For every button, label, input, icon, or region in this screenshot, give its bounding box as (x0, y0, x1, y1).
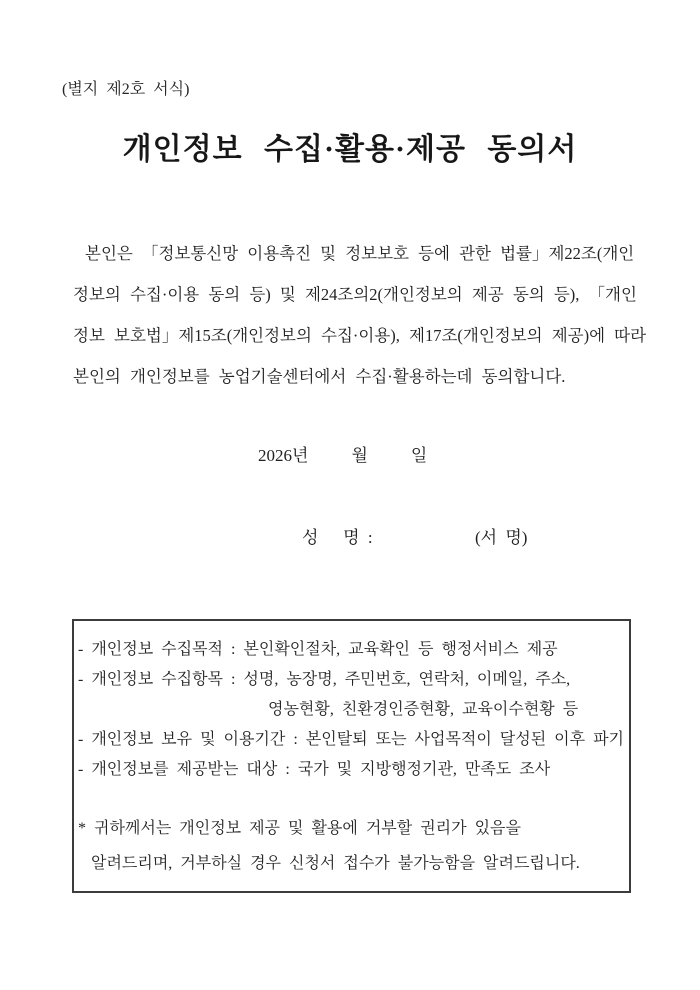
name-label: 성 명 : (302, 528, 373, 547)
consent-paragraph-line: 본인은 「정보통신망 이용촉진 및 정보보호 등에 관한 법률」제22조(개인 (85, 244, 635, 263)
date-year: 2026년 (258, 446, 309, 465)
consent-paragraph-line: 정보 보호법」제15조(개인정보의 수집·이용), 제17조(개인정보의 제공)에 따라 (73, 326, 647, 345)
date-day: 일 (410, 446, 428, 465)
info-item-recipients: - 개인정보를 제공받는 대상 : 국가 및 지방행정기관, 만족도 조사 (78, 761, 551, 778)
info-item-collection-purpose: - 개인정보 수집목적 : 본인확인절차, 교육확인 등 행정서비스 제공 (78, 641, 558, 658)
consent-paragraph-line: 정보의 수집·이용 동의 등) 및 제24조의2(개인정보의 제공 동의 등), 「개인 (73, 285, 637, 304)
refusal-rights-note-line: * 귀하께서는 개인정보 제공 및 활용에 거부할 권리가 있음을 (78, 820, 521, 837)
date-month: 월 (351, 446, 368, 465)
page-title: 개인정보 수집·활용·제공 동의서 (122, 133, 578, 166)
date-line (258, 446, 427, 466)
info-item-collection-fields: - 개인정보 수집항목 : 성명, 농장명, 주민번호, 연락처, 이메일, 주소, (78, 671, 571, 688)
signature-line (0, 527, 700, 549)
form-attachment-label: (별지 제2호 서식) (62, 81, 190, 98)
personal-info-details-box (72, 619, 631, 893)
signature-label: (서 명) (475, 528, 528, 547)
refusal-rights-note-line: 알려드리며, 거부하실 경우 신청서 접수가 불가능함을 알려드립니다. (91, 855, 580, 872)
consent-paragraph (73, 233, 675, 397)
info-item-retention-period: - 개인정보 보유 및 이용기간 : 본인탈퇴 또는 사업목적이 달성된 이후 파기 (78, 731, 624, 748)
info-item-collection-fields-continued: 영농현황, 친환경인증현황, 교육이수현황 등 (268, 701, 579, 718)
consent-paragraph-line: 본인의 개인정보를 농업기술센터에서 수집·활용하는데 동의합니다. (73, 367, 566, 386)
